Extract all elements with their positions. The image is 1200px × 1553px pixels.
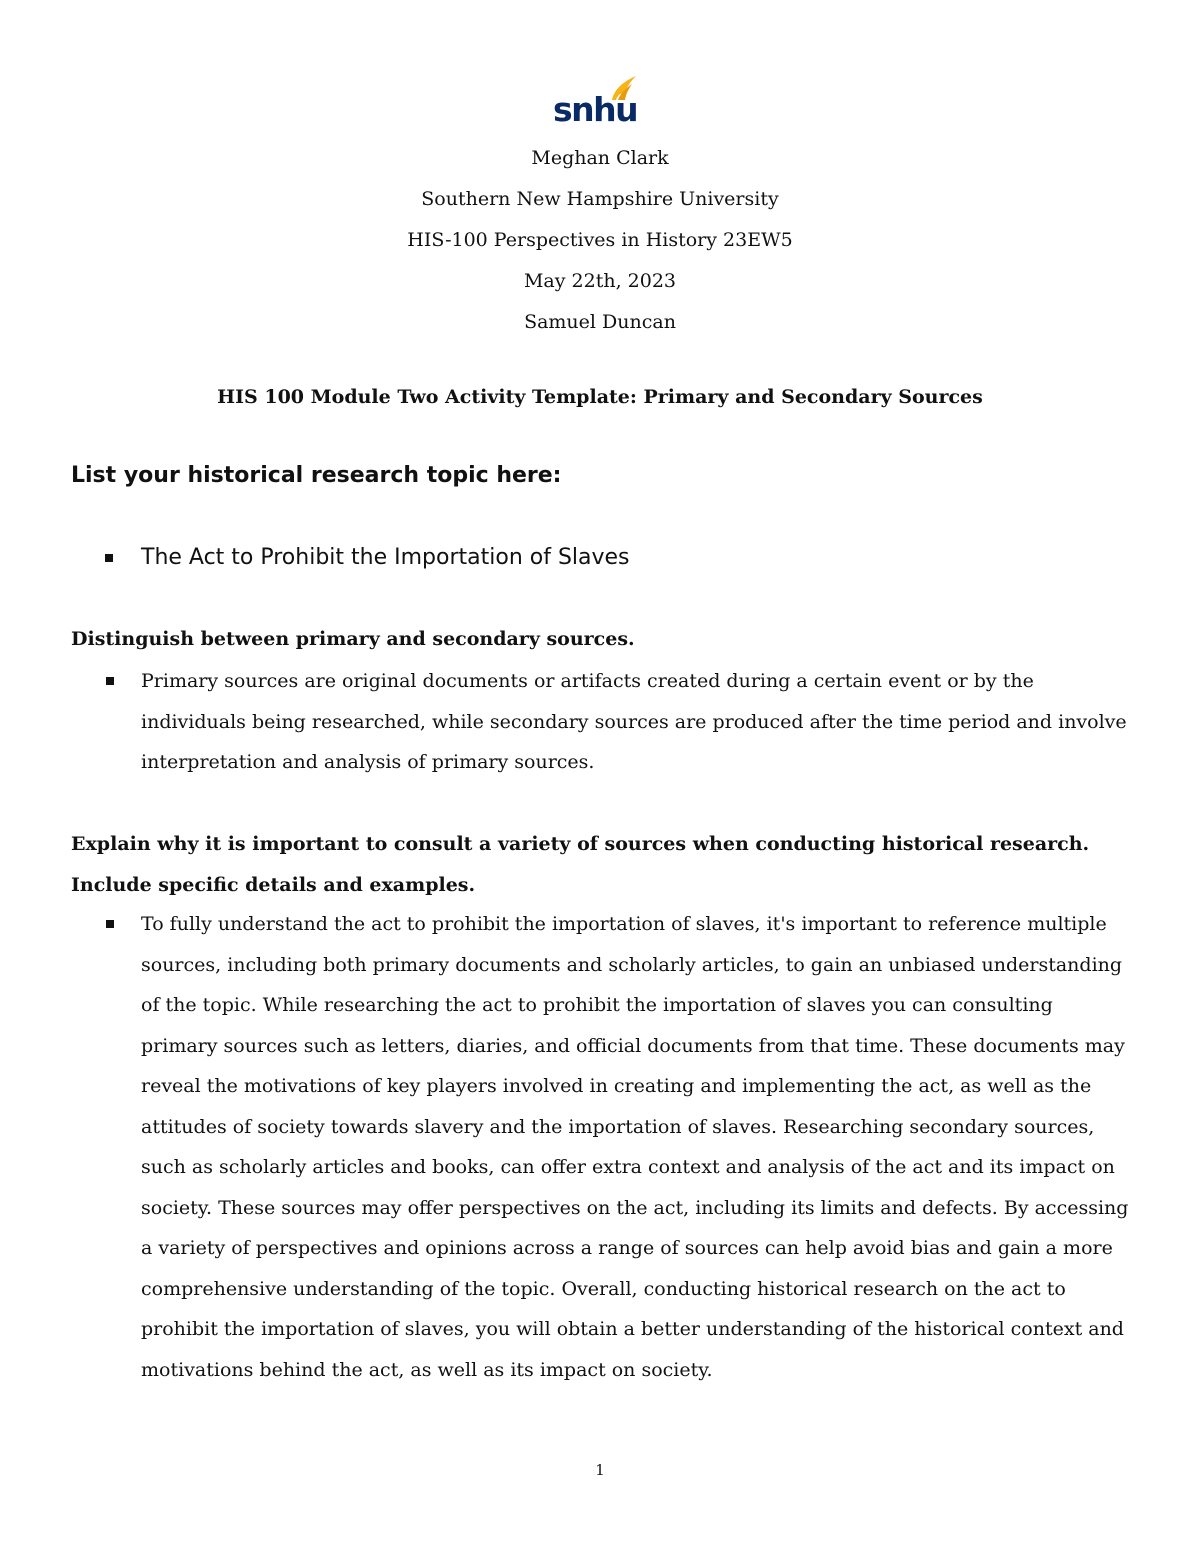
page-number: 1 xyxy=(595,1461,605,1479)
answer-text: Primary sources are original documents or artifacts created during a certain event or by the individuals being researched, while secondary sources are produced after the time period and involve interpretation and analysis of primary sources. xyxy=(141,670,1127,773)
square-bullet-icon xyxy=(106,920,114,928)
section-answer-variety-of-sources xyxy=(71,904,1131,1390)
square-bullet-icon xyxy=(106,677,114,685)
instructor-name: Samuel Duncan xyxy=(524,311,676,333)
title-page-header xyxy=(0,138,1200,343)
answer-text: To fully understand the act to prohibit the importation of slaves, it's important to reference multiple sources, including both primary documents and scholarly articles, to gain an unbiased understanding of the topic. While researching the act to prohibit the importation of slaves you can consulting primary sources such as letters, diaries, and official documents from that time. These documents may reveal the motivations of key players involved in creating and implementing the act, as well as the attitudes of society towards slavery and the importation of slaves. Researching secondary sources, such as scholarly articles and books, can offer extra context and analysis of the act and its impact on society. These sources may offer perspectives on the act, including its limits and defects. By accessing a variety of perspectives and opinions across a range of sources can help avoid bias and gain a more comprehensive understanding of the topic. Overall, conducting historical research on the act to prohibit the importation of slaves, you will obtain a better understanding of the historical context and motivations behind the act, as well as its impact on society. xyxy=(141,913,1129,1381)
section-answer-primary-secondary xyxy=(71,661,1131,783)
institution-name: Southern New Hampshire University xyxy=(421,188,779,210)
topic-heading: List your historical research topic here: xyxy=(71,463,562,488)
section-heading-primary-secondary: Distinguish between primary and secondary sources. xyxy=(71,628,635,650)
topic-list-item xyxy=(71,540,630,576)
submission-date: May 22th, 2023 xyxy=(523,270,677,292)
snhu-logo xyxy=(552,72,642,134)
square-bullet-icon xyxy=(105,554,113,562)
document-title: HIS 100 Module Two Activity Template: Primary and Secondary Sources xyxy=(217,386,983,408)
section-heading-variety-of-sources: Explain why it is important to consult a variety of sources when conducting historical research. Include specific details and examples. xyxy=(71,833,1090,896)
course-name: HIS-100 Perspectives in History 23EW5 xyxy=(407,229,793,251)
logo-wordmark: snhu xyxy=(552,90,638,129)
topic-text: The Act to Prohibit the Importation of Slaves xyxy=(141,545,630,570)
author-name: Meghan Clark xyxy=(531,147,669,169)
